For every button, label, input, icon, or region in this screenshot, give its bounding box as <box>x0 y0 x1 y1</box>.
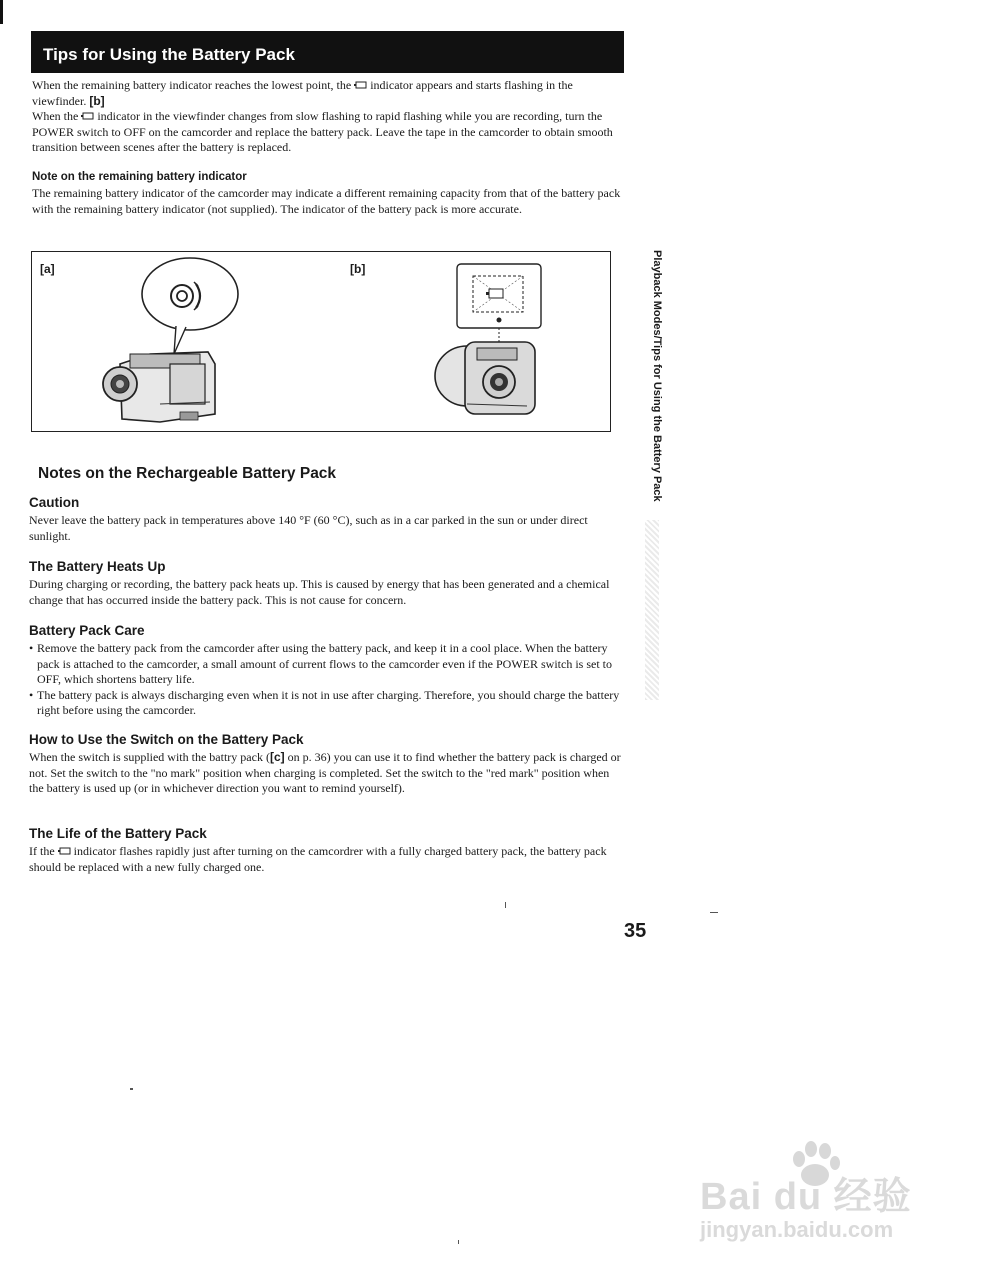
care-list <box>29 641 621 719</box>
battery-icon <box>58 847 71 855</box>
intro-text-1b: indicator appears and starts flashing in the viewfinder. <box>32 78 573 108</box>
side-tab-shade <box>645 520 659 700</box>
caution-text: Never leave the battery pack in temperatures above 140 °F (60 °C), such as in a car parked in the sun or under direct sunlight. <box>29 513 588 543</box>
scan-mark <box>505 902 506 908</box>
figure-label-b: [b] <box>350 262 366 276</box>
intro-text-2a: When the <box>32 109 82 123</box>
life-text-1: If the <box>29 844 58 858</box>
switch-text <box>29 750 621 797</box>
life-text-2: indicator flashes rapidly just after turning on the camcordrer with a fully charged battery pack, the battery pack should be replaced with a new fully charged one. <box>29 844 607 874</box>
life-text <box>29 844 621 875</box>
scan-mark <box>458 1240 459 1244</box>
figure-box <box>31 251 611 432</box>
caution-heading: Caution <box>29 495 80 510</box>
scan-mark <box>710 912 718 913</box>
figure-ref-b: [b] <box>89 93 105 108</box>
life-heading: The Life of the Battery Pack <box>29 826 207 841</box>
notes-heading: Notes on the Rechargeable Battery Pack <box>38 465 337 482</box>
baidu-watermark <box>700 1135 940 1255</box>
note-heading: Note on the remaining battery indicator <box>32 171 247 183</box>
list-item: • The battery pack is always discharging even when it is not in use after charging. Therefore, you should charge the battery right before using the camcorder. <box>29 688 621 719</box>
watermark-url: jingyan.baidu.com <box>700 1217 894 1242</box>
heats-up-heading: The Battery Heats Up <box>29 559 166 574</box>
switch-text-1: When the switch is supplied with the battry pack ( <box>29 750 270 764</box>
switch-heading: How to Use the Switch on the Battery Pack <box>29 732 304 747</box>
switch-text-2: on p. 36) you can use it to find whether the battery pack is charged or not. Set the switch to the "no mark" position when charging is completed. Set the switch to the "red mark" position when the battery is used up (or in whichever direction you want to remind yourself). <box>29 750 621 795</box>
list-item: • Remove the battery pack from the camcorder after using the battery pack, and keep it in a cool place. When the battery pack is attached to the camcorder, a small amount of current flows to the camcorder even if the POWER switch is set to OFF, which shortens battery life. <box>29 641 621 688</box>
intro-text-1a: When the remaining battery indicator reaches the lowest point, the <box>32 78 355 92</box>
figure-ref-c: [c] <box>269 750 285 764</box>
camcorder-illustration-a <box>90 254 290 429</box>
battery-icon <box>81 112 94 120</box>
note-text: The remaining battery indicator of the camcorder may indicate a different remaining capacity from that of the battery pack with the remaining battery indicator (not supplied). The indicator of the battery pack is more accurate. <box>32 186 621 216</box>
side-tab: Playback Modes/Tips for Using the Battery Pack <box>651 250 663 502</box>
intro-paragraph-2 <box>32 109 622 156</box>
watermark-text: Bai du 经验 <box>700 1176 912 1218</box>
page-title: Tips for Using the Battery Pack <box>31 31 624 73</box>
camcorder-illustration-b <box>417 254 587 429</box>
edge-mark <box>0 0 3 24</box>
battery-icon <box>354 81 367 89</box>
figure-label-a: [a] <box>40 262 55 276</box>
heats-up-text: During charging or recording, the battery pack heats up. This is caused by energy that has been generated and a chemical change that has occurred inside the battery pack. This is not cause for concern. <box>29 577 610 607</box>
page-number: 35 <box>624 920 647 942</box>
intro-text-2b: indicator in the viewfinder changes from slow flashing to rapid flashing while you are recording, turn the POWER switch to OFF on the camcorder and replace the battery pack. Leave the tape in the camcorder to obtain smooth transition between scenes after the battery is replaced. <box>32 109 613 154</box>
care-heading: Battery Pack Care <box>29 623 145 638</box>
scan-mark <box>130 1088 133 1090</box>
intro-paragraph-1 <box>32 78 622 109</box>
